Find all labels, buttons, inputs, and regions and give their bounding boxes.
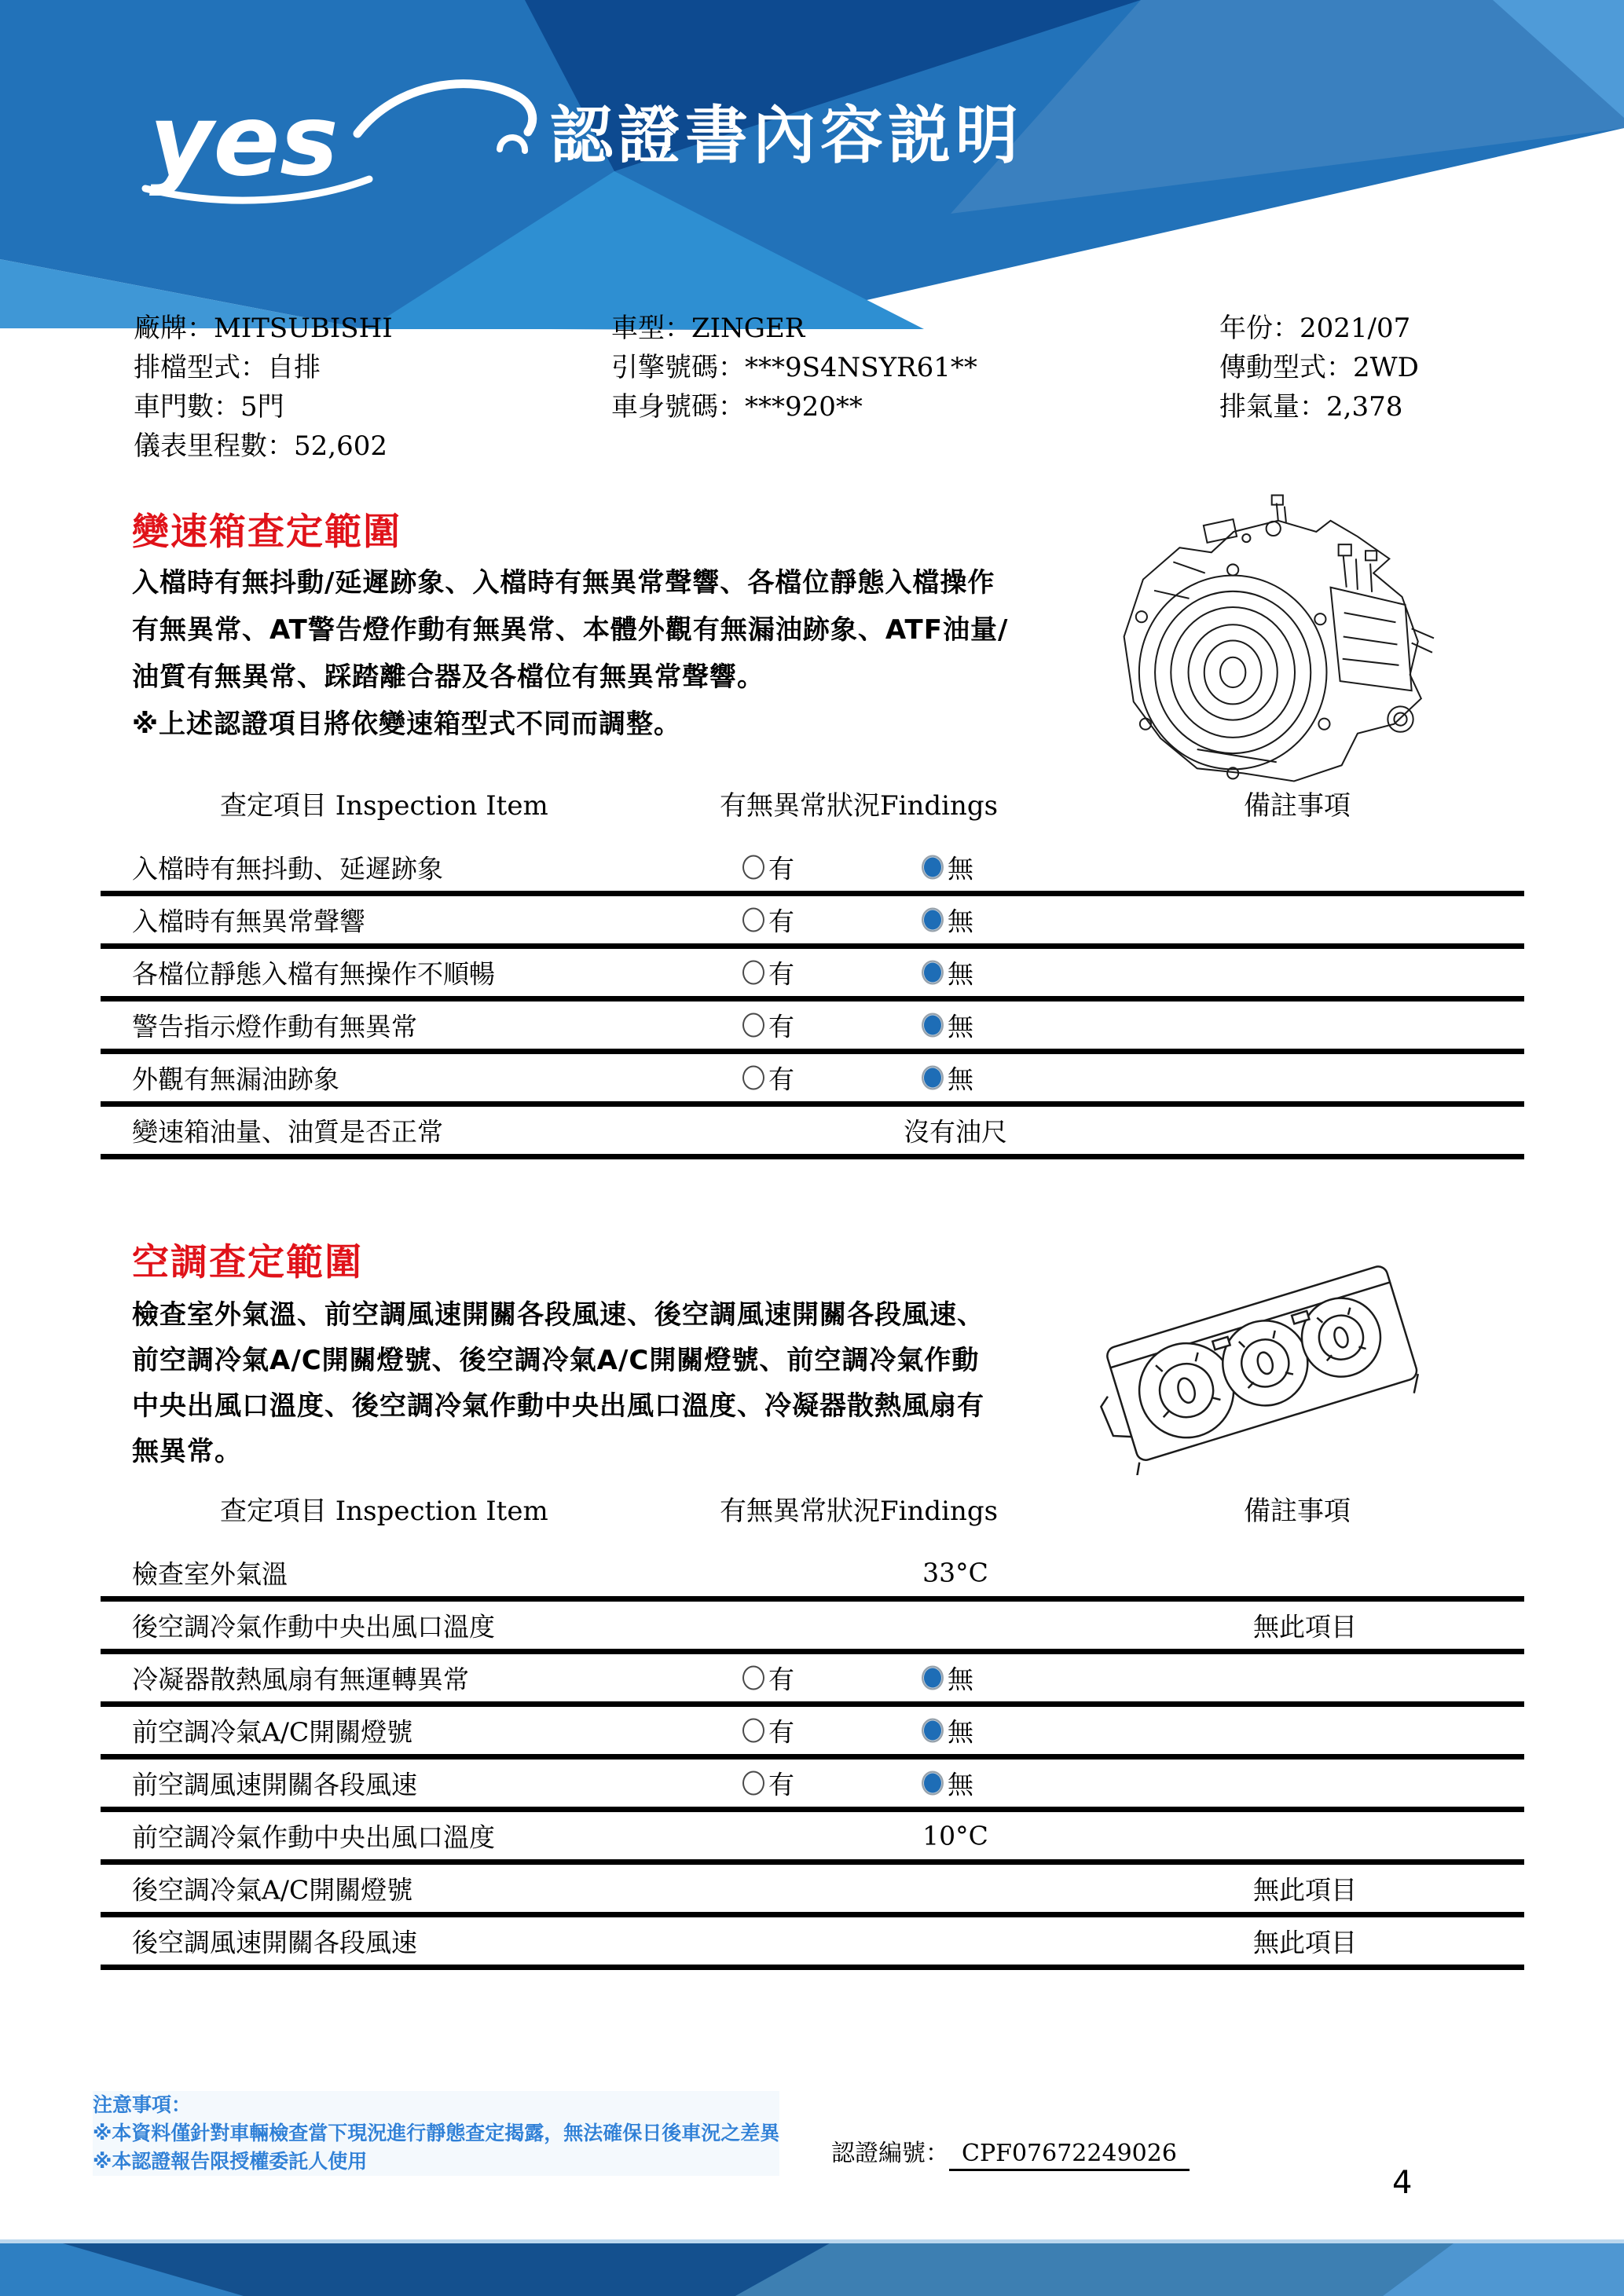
radio-label: 無 — [948, 853, 973, 884]
description-line: 前空調冷氣A/C開關燈號、後空調冷氣A/C開關燈號、前空調冷氣作動 — [132, 1345, 980, 1376]
description-line: 有無異常、AT警告燈作動有無異常、本體外觀有無漏油跡象、ATF油量/ — [132, 614, 1009, 646]
radio-label: 無 — [948, 906, 973, 937]
description-line: 入檔時有無抖動/延遲跡象、入檔時有無異常聲響、各檔位靜態入檔操作 — [132, 567, 995, 599]
inspection-row — [101, 1054, 1524, 1107]
radio-selected-icon — [922, 1013, 944, 1038]
radio-selected-icon — [922, 1666, 944, 1690]
vehicle-info-label: 排氣量 — [1219, 391, 1300, 423]
table-header-cell: 查定項目 Inspection Item — [220, 790, 548, 822]
separator: ： — [187, 313, 214, 344]
radio-label: 無 — [948, 1664, 973, 1695]
separator: ： — [240, 352, 267, 383]
radio-yes — [742, 1660, 794, 1697]
radio-label: 有 — [768, 1064, 794, 1095]
footer-note-line: ※本認證報告限授權委託人使用 — [93, 2150, 368, 2173]
radio-label: 無 — [948, 1011, 973, 1042]
inspection-row — [101, 1602, 1524, 1654]
description-line: 無異常。 — [132, 1436, 242, 1467]
separator: ： — [718, 352, 745, 383]
radio-selected-icon — [922, 961, 944, 985]
inspection-row — [101, 1917, 1524, 1970]
footer-notes-lines — [93, 2119, 779, 2176]
radio-no — [922, 1060, 973, 1097]
table-header-cell: 有無異常狀況Findings — [720, 790, 999, 822]
inspection-row — [101, 1760, 1524, 1812]
radio-yes — [742, 1007, 794, 1044]
description-line: 中央出風口溫度、後空調冷氣作動中央出風口溫度、冷凝器散熱風扇有 — [132, 1390, 984, 1422]
inspection-item-label: 警告指示燈作動有無異常 — [132, 1011, 417, 1042]
banner-title: 認證書內容説明 — [550, 99, 1023, 172]
ac-description — [132, 1292, 984, 1474]
inspection-row — [101, 949, 1524, 1002]
vehicle-info-label: 儀表里程數 — [134, 430, 267, 462]
remark-text: 無此項目 — [1253, 1611, 1357, 1642]
table-header — [101, 1489, 1524, 1527]
footer-banner — [0, 2239, 1624, 2296]
table-header — [101, 784, 1524, 822]
vehicle-info-row — [1219, 309, 1419, 348]
radio-label: 無 — [948, 1716, 973, 1748]
vehicle-info-label: 年份 — [1219, 313, 1273, 344]
radio-yes — [742, 902, 794, 939]
header-banner — [0, 0, 1624, 330]
ac-inspection-table — [101, 1489, 1524, 1970]
radio-label: 有 — [768, 958, 794, 990]
inspection-item-label: 後空調風速開關各段風速 — [132, 1927, 417, 1958]
yes-logo-text: yes — [149, 84, 339, 198]
inspection-row — [101, 1707, 1524, 1760]
radio-unselected-icon — [742, 1013, 764, 1038]
radio-label: 無 — [948, 1769, 973, 1800]
transmission-inspection-table — [101, 784, 1524, 1159]
separator: ： — [1326, 352, 1353, 383]
footer-shape-mid — [735, 2243, 1454, 2296]
inspection-item-label: 檢查室外氣溫 — [132, 1558, 288, 1590]
certificate-number-label: 認證編號： — [831, 2140, 949, 2167]
inspection-row — [101, 1812, 1524, 1865]
table-rows — [101, 1549, 1524, 1970]
radio-unselected-icon — [742, 1719, 764, 1743]
radio-unselected-icon — [742, 1771, 764, 1796]
table-header-cell: 有無異常狀況Findings — [720, 1496, 999, 1527]
separator: ： — [214, 391, 240, 423]
separator: ： — [1300, 391, 1326, 423]
vehicle-info-label: 排檔型式 — [134, 352, 240, 383]
separator: ： — [718, 391, 745, 423]
radio-yes — [742, 849, 794, 886]
radio-yes — [742, 954, 794, 991]
vehicle-info-row — [1219, 348, 1419, 387]
inspection-item-label: 外觀有無漏油跡象 — [132, 1064, 339, 1095]
inspection-item-label: 變速箱油量、油質是否正常 — [132, 1116, 443, 1148]
vehicle-info-value: MITSUBISHI — [214, 313, 393, 344]
remark-text: 無此項目 — [1253, 1874, 1357, 1906]
vehicle-info-value: 2,378 — [1326, 391, 1403, 423]
inspection-row — [101, 1865, 1524, 1917]
radio-yes — [742, 1765, 794, 1802]
radio-no — [922, 1007, 973, 1044]
radio-label: 有 — [768, 1716, 794, 1748]
finding-text: 33°C — [922, 1557, 988, 1588]
radio-unselected-icon — [742, 855, 764, 880]
table-header-cell: 備註事項 — [1244, 790, 1351, 822]
radio-no — [922, 902, 973, 939]
radio-unselected-icon — [742, 908, 764, 932]
vehicle-info-row — [134, 348, 393, 387]
vehicle-info-value: ***920** — [745, 391, 863, 423]
radio-unselected-icon — [742, 1666, 764, 1690]
radio-no — [922, 1765, 973, 1802]
certificate-number — [831, 2133, 1190, 2168]
vehicle-info-label: 廠牌 — [134, 313, 187, 344]
separator: ： — [665, 313, 691, 344]
inspection-item-label: 冷凝器散熱風扇有無運轉異常 — [132, 1664, 469, 1695]
vehicle-info-label: 引擎號碼 — [611, 352, 718, 383]
inspection-row — [101, 1549, 1524, 1602]
remark-text: 無此項目 — [1253, 1927, 1357, 1958]
inspection-item-label: 後空調冷氣作動中央出風口溫度 — [132, 1611, 495, 1642]
radio-unselected-icon — [742, 1066, 764, 1090]
radio-no — [922, 1712, 973, 1749]
radio-yes — [742, 1712, 794, 1749]
radio-label: 有 — [768, 1769, 794, 1800]
description-line: ※上述認證項目將依變速箱型式不同而調整。 — [132, 709, 682, 740]
radio-yes — [742, 1060, 794, 1097]
transmission-description — [132, 559, 1008, 748]
vehicle-info-value: 5門 — [240, 391, 284, 423]
vehicle-info-value: 2WD — [1353, 352, 1419, 383]
radio-label: 有 — [768, 906, 794, 937]
inspection-row — [101, 1107, 1524, 1159]
vehicle-info-label: 車身號碼 — [611, 391, 718, 423]
inspection-item-label: 前空調冷氣A/C開關燈號 — [132, 1716, 413, 1748]
vehicle-info-row — [1219, 387, 1419, 427]
radio-selected-icon — [922, 855, 944, 880]
radio-selected-icon — [922, 1066, 944, 1090]
vehicle-info-value: 2021/07 — [1300, 313, 1411, 344]
radio-label: 有 — [768, 853, 794, 884]
vehicle-info-column — [611, 309, 977, 427]
radio-label: 無 — [948, 958, 973, 990]
radio-label: 無 — [948, 1064, 973, 1095]
radio-selected-icon — [922, 1771, 944, 1796]
inspection-row — [101, 1002, 1524, 1054]
vehicle-info-row — [134, 387, 393, 427]
radio-unselected-icon — [742, 961, 764, 985]
radio-label: 有 — [768, 1011, 794, 1042]
inspection-row — [101, 844, 1524, 896]
separator: ： — [1273, 313, 1300, 344]
ac-panel-illustration — [1092, 1232, 1434, 1475]
description-line: 油質有無異常、踩踏離合器及各檔位有無異常聲響。 — [132, 661, 764, 693]
separator: ： — [267, 430, 294, 462]
vehicle-info-value: 52,602 — [294, 430, 387, 462]
radio-no — [922, 849, 973, 886]
table-rows — [101, 844, 1524, 1159]
radio-no — [922, 1660, 973, 1697]
inspection-item-label: 前空調冷氣作動中央出風口溫度 — [132, 1822, 495, 1853]
radio-no — [922, 954, 973, 991]
vehicle-info-column — [1219, 309, 1419, 427]
transmission-illustration — [1078, 485, 1435, 796]
description-line: 檢查室外氣溫、前空調風速開關各段風速、後空調風速開關各段風速、 — [132, 1299, 984, 1331]
vehicle-info-label: 車門數 — [134, 391, 214, 423]
footer-note-line: ※本資料僅針對車輛檢查當下現況進行靜態查定揭露，無法確保日後車況之差異 — [93, 2122, 780, 2144]
finding-text: 10°C — [922, 1820, 988, 1851]
radio-label: 有 — [768, 1664, 794, 1695]
section-title-ac: 空調查定範圍 — [132, 1241, 363, 1284]
vehicle-info-value: 自排 — [267, 352, 321, 383]
vehicle-info-row — [134, 309, 393, 348]
inspection-item-label: 後空調冷氣A/C開關燈號 — [132, 1874, 413, 1906]
inspection-row — [101, 896, 1524, 949]
vehicle-info-label: 車型 — [611, 313, 665, 344]
vehicle-info-value: ZINGER — [691, 313, 805, 344]
table-header-cell: 查定項目 Inspection Item — [220, 1496, 548, 1527]
vehicle-info-column — [134, 309, 393, 466]
inspection-item-label: 各檔位靜態入檔有無操作不順暢 — [132, 958, 495, 990]
vehicle-info-row — [134, 427, 393, 466]
vehicle-info-label: 傳動型式 — [1219, 352, 1326, 383]
finding-text: 沒有油尺 — [904, 1116, 1007, 1148]
inspection-item-label: 入檔時有無異常聲響 — [132, 906, 365, 937]
inspection-row — [101, 1654, 1524, 1707]
footer-notes-title: 注意事項： — [93, 2093, 192, 2116]
vehicle-info-row — [611, 348, 977, 387]
radio-selected-icon — [922, 1719, 944, 1743]
footer-notes — [93, 2091, 779, 2176]
section-title-transmission: 變速箱查定範圍 — [132, 511, 401, 554]
vehicle-info-row — [611, 309, 977, 348]
vehicle-info-value: ***9S4NSYR61** — [745, 352, 977, 383]
radio-selected-icon — [922, 908, 944, 932]
inspection-item-label: 入檔時有無抖動、延遲跡象 — [132, 853, 443, 884]
vehicle-info-row — [611, 387, 977, 427]
certificate-number-value: CPF07672249026 — [949, 2140, 1190, 2171]
inspection-item-label: 前空調風速開關各段風速 — [132, 1769, 417, 1800]
page-number: 4 — [1392, 2165, 1413, 2201]
table-header-cell: 備註事項 — [1244, 1496, 1351, 1527]
